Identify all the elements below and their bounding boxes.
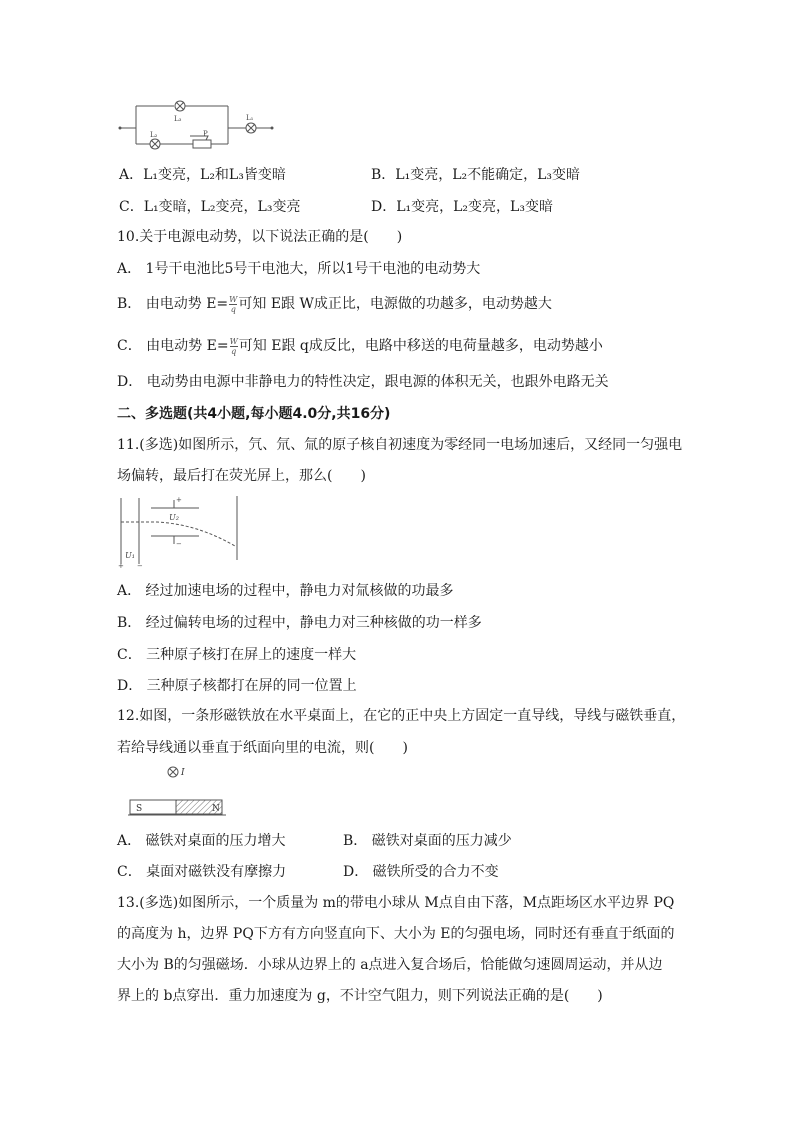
q9-circuit-diagram (118, 96, 278, 156)
fig-label-l3: L₃ (174, 115, 182, 123)
q11-stem-line-2: 场偏转，最后打在荧光屏上，那么( ) (117, 468, 366, 484)
svg-text:+: + (176, 496, 182, 504)
q11-deflection-diagram (117, 494, 247, 570)
q10-option-c: C． 由电动势 $E=\frac{W}{q}$ 可知 E跟 q成反比，电路中移送的电荷量越多，电动势越小 (117, 336, 603, 356)
q11-option-a: A． 经过加速电场的过程中，静电力对氚核做的功最多 (117, 583, 454, 599)
svg-text:−: − (137, 562, 143, 570)
q9-option-a: A．L₁变亮，L₂和L₃皆变暗 (119, 167, 286, 183)
fig-label-current: I (181, 768, 185, 778)
fig-label-l2: L₂ (150, 131, 158, 139)
fig-label-n: N (212, 804, 220, 814)
section-heading: 二、多选题(共4小题,每小题4.0分,共16分) (117, 406, 391, 422)
fig-label-u1: U₁ (125, 551, 135, 560)
fig-label-s: S (136, 804, 143, 814)
q12-option-b: B． 磁铁对桌面的压力减少 (343, 833, 512, 849)
q12-magnet-diagram (128, 764, 228, 822)
q13-stem-line-1: 13.(多选)如图所示，一个质量为 m的带电小球从 M点自由下落，M点距场区水平边界 PQ (117, 895, 675, 911)
q12-stem-line-2: 若给导线通以垂直于纸面向里的电流，则( ) (117, 740, 408, 756)
svg-text:−: − (176, 540, 182, 548)
w-over-q-fraction: $\frac{W}{q}$ (229, 294, 238, 314)
fig-label-p: P (203, 130, 208, 138)
q11-option-d: D． 三种原子核都打在屏的同一位置上 (117, 678, 357, 694)
q11-stem-line-1: 11.(多选)如图所示，氕、氘、氚的原子核自初速度为零经同一电场加速后，又经同一匀强电 (117, 437, 683, 453)
q11-option-b: B． 经过偏转电场的过程中，静电力对三种核做的功一样多 (117, 615, 482, 631)
q9-option-c: C．L₁变暗，L₂变亮，L₃变亮 (119, 199, 301, 215)
q12-option-a: A． 磁铁对桌面的压力增大 (117, 833, 286, 849)
q12-option-c: C． 桌面对磁铁没有摩擦力 (117, 864, 287, 880)
q11-option-c: C． 三种原子核打在屏上的速度一样大 (117, 647, 357, 663)
q13-stem-line-2: 的高度为 h，边界 PQ下方有方向竖直向下、大小为 E的匀强电场，同时还有垂直于纸面的 (117, 926, 675, 942)
q12-stem-line-1: 12.如图，一条形磁铁放在水平桌面上，在它的正中央上方固定一直导线，导线与磁铁垂直， (117, 708, 686, 724)
q13-stem-line-3: 大小为 B的匀强磁场．小球从边界上的 a点进入复合场后，恰能做匀速圆周运动，并从边 (117, 957, 663, 973)
q13-stem-line-4: 界上的 b点穿出．重力加速度为 g，不计空气阻力，则下列说法正确的是( ) (117, 988, 603, 1004)
fig-label-u2: U₂ (169, 513, 179, 522)
q10-option-a: A． 1号干电池比5号干电池大，所以1号干电池的电动势大 (117, 261, 481, 277)
q9-option-d: D．L₁变亮，L₂变亮，L₃变暗 (371, 199, 553, 215)
q10-option-d: D． 电动势由电源中非静电力的特性决定，跟电源的体积无关，也跟外电路无关 (117, 374, 609, 390)
q10-option-b: B． 由电动势 $E=\frac{W}{q}$ 可知 E跟 W成正比，电源做的功越多，电动势越大 (117, 294, 552, 314)
q10-stem: 10.关于电源电动势，以下说法正确的是( ) (117, 229, 403, 245)
fig-label-l1: L₁ (246, 114, 254, 122)
q9-option-b: B．L₁变亮，L₂不能确定，L₃变暗 (371, 167, 581, 183)
w-over-q-fraction: $\frac{W}{q}$ (229, 336, 238, 356)
q12-option-d: D． 磁铁所受的合力不变 (343, 864, 499, 880)
svg-text:+: + (118, 562, 124, 570)
